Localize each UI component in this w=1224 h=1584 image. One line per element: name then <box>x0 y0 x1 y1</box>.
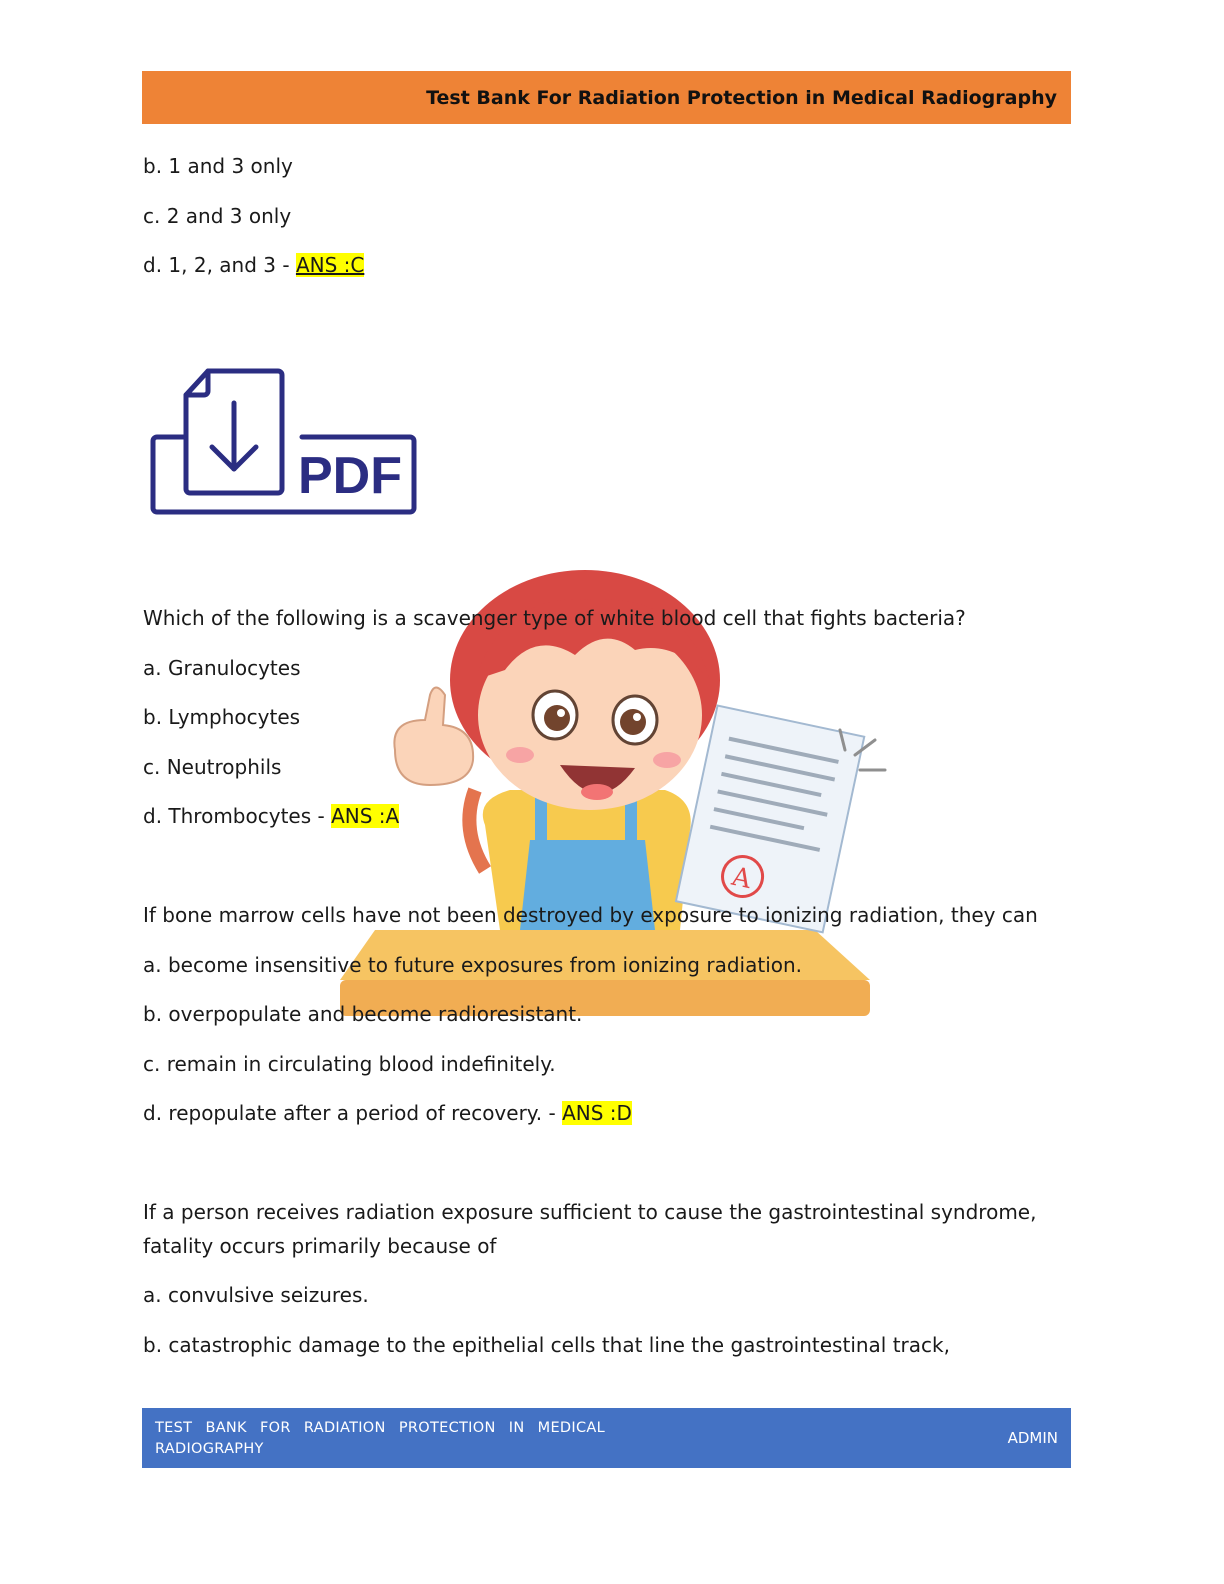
option-b: b. 1 and 3 only <box>143 154 293 178</box>
pdf-label: PDF <box>298 447 402 505</box>
option-c: c. 2 and 3 only <box>143 204 292 228</box>
question-3-line-2: fatality occurs primarily because of <box>143 1234 497 1258</box>
option-d <box>143 252 364 278</box>
grade-mark: A <box>729 861 754 895</box>
q3-option-a: a. convulsive seizures. <box>143 1283 369 1307</box>
q2-option-d <box>143 1100 632 1126</box>
q1-option-b: b. Lymphocytes <box>143 705 301 729</box>
question-3-line-1: If a person receives radiation exposure sufficient to cause the gastrointestinal syndrome, <box>143 1200 1037 1224</box>
q1-option-a: a. Granulocytes <box>143 656 301 680</box>
footer-title: TEST BANK FOR RADIATION PROTECTION IN MEDICAL RADIOGRAPHY <box>155 1420 605 1457</box>
q1-option-c: c. Neutrophils <box>143 755 282 779</box>
q2-option-c: c. remain in circulating blood indefinitely. <box>143 1052 556 1076</box>
footer-bar <box>142 1408 1071 1468</box>
header-bar <box>142 71 1071 124</box>
pdf-download-icon-graphic <box>150 365 420 520</box>
header-title: Test Bank For Radiation Protection in Medical Radiography <box>426 86 1057 109</box>
q2-option-b: b. overpopulate and become radioresistant. <box>143 1002 583 1026</box>
question-2: If bone marrow cells have not been destroyed by exposure to ionizing radiation, they can <box>143 903 1038 927</box>
q1-option-d <box>143 803 399 829</box>
q3-option-b: b. catastrophic damage to the epithelial cells that line the gastrointestinal track, <box>143 1333 950 1357</box>
q1-option-d-text: d. Thrombocytes - <box>143 804 332 828</box>
q2-option-d-text: d. repopulate after a period of recovery. - <box>143 1101 563 1125</box>
q2-option-a: a. become insensitive to future exposures from ionizing radiation. <box>143 953 803 977</box>
question-1: Which of the following is a scavenger type of white blood cell that fights bacteria? <box>143 606 966 630</box>
q1-answer-highlight: ANS :A <box>331 804 400 828</box>
answer-highlight: ANS :C <box>295 253 365 277</box>
q2-answer-highlight: ANS :D <box>562 1101 632 1125</box>
pdf-download-icon[interactable] <box>150 365 420 524</box>
footer-author: ADMIN <box>1007 1429 1058 1447</box>
option-d-text: d. 1, 2, and 3 - <box>143 253 296 277</box>
